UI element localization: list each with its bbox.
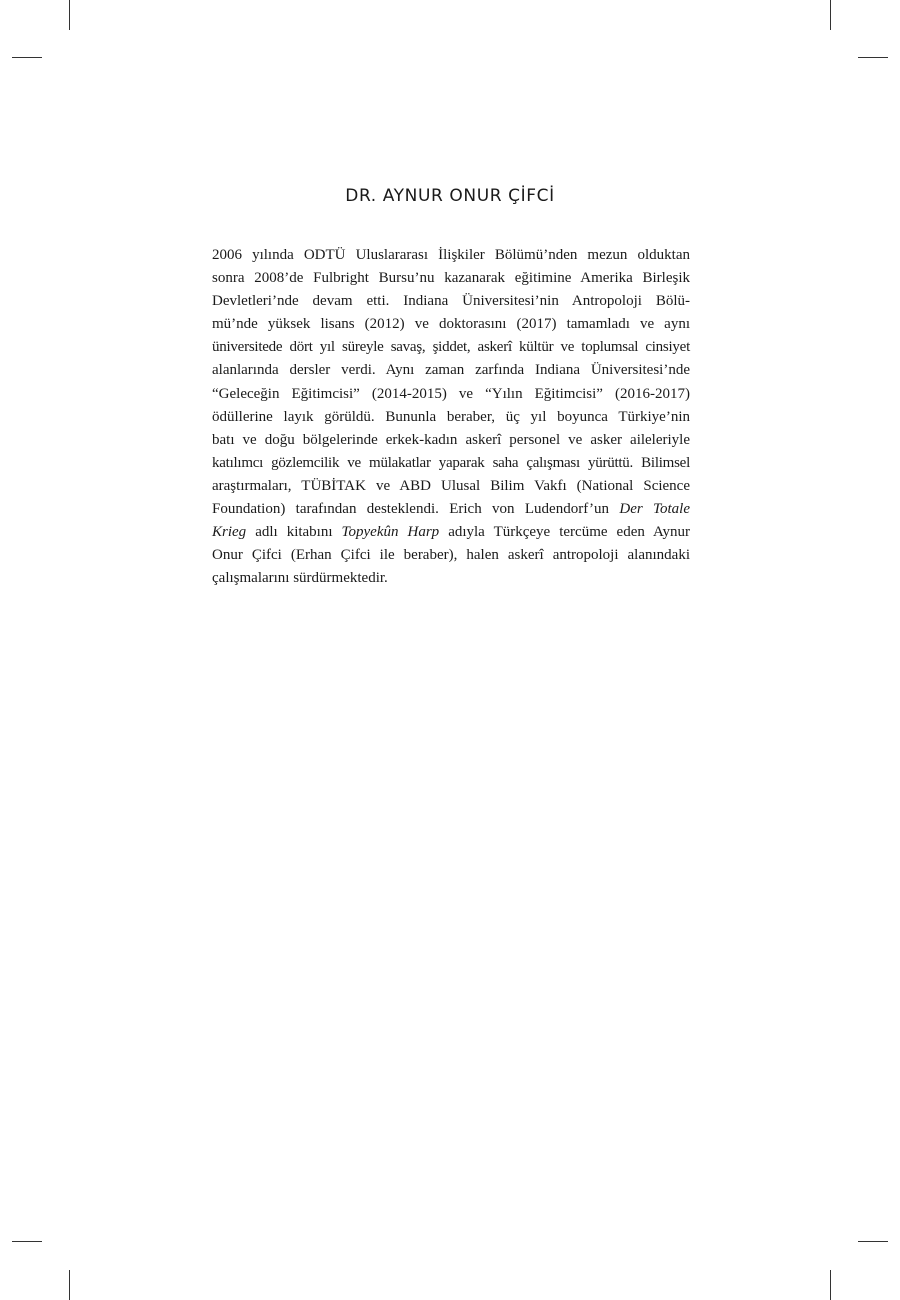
bio-text: adlı kitabını	[255, 524, 333, 541]
author-title: DR. AYNUR ONUR ÇİFCİ	[345, 186, 555, 206]
bio-line: mü’nde yüksek lisans (2012) ve doktorasını (2017) tamamladı ve aynı	[212, 316, 690, 333]
bio-line: araştırmaları, TÜBİTAK ve ABD Ulusal Bilim Vakfı (National Science	[212, 477, 690, 494]
crop-mark-top-left-vertical	[69, 0, 70, 30]
crop-mark-bottom-left-horizontal	[12, 1241, 42, 1242]
crop-mark-top-right-horizontal	[858, 57, 888, 58]
bio-line: “Geleceğin Eğitimcisi” (2014-2015) ve “Yılın Eğitimcisi” (2016-2017)	[212, 385, 690, 402]
crop-mark-bottom-right-vertical	[830, 1270, 831, 1300]
author-bio	[212, 244, 690, 590]
bio-text: adıyla Türkçeye tercüme eden Aynur	[448, 524, 690, 541]
bio-line: sonra 2008’de Fulbright Bursu’nu kazanarak eğitimine Amerika Birleşik	[212, 270, 690, 287]
book-title-topyekun-harp: Topyekûn Harp	[341, 524, 440, 541]
bio-line: Devletleri’nde devam etti. Indiana Üniversitesi’nin Antropoloji Bölü-	[212, 293, 690, 310]
crop-mark-top-left-horizontal	[12, 57, 42, 58]
bio-line: alanlarında dersler verdi. Aynı zaman zarfında Indiana Üniversitesi’nde	[212, 362, 690, 379]
crop-mark-bottom-left-vertical	[69, 1270, 70, 1300]
bio-line: 2006 yılında ODTÜ Uluslararası İlişkiler Bölümü’nden mezun olduktan	[212, 247, 690, 263]
book-title-der-totale-krieg-cont: Krieg	[212, 524, 247, 541]
bio-line: üniversitede dört yıl süreyle savaş, şiddet, askerî kültür ve toplumsal cinsiyet	[212, 339, 690, 356]
bio-line: batı ve doğu bölgelerinde erkek-kadın askerî personel ve asker aileleriyle	[212, 431, 690, 448]
bio-line	[212, 521, 690, 544]
crop-mark-top-right-vertical	[830, 0, 831, 30]
crop-mark-bottom-right-horizontal	[858, 1241, 888, 1242]
book-title-der-totale-krieg: Der Totale	[619, 501, 690, 518]
bio-line	[212, 498, 690, 521]
bio-text: Foundation) tarafından desteklendi. Erich von Ludendorf’un	[212, 501, 610, 518]
bio-line: katılımcı gözlemcilik ve mülakatlar yaparak saha çalışması yürüttü. Bilimsel	[212, 454, 690, 471]
bio-line: ödüllerine layık görüldü. Bununla beraber, üç yıl boyunca Türkiye’nin	[212, 408, 690, 425]
bio-line: çalışmalarını sürdürmektedir.	[212, 570, 388, 587]
bio-line: Onur Çifci (Erhan Çifci ile beraber), halen askerî antropoloji alanındaki	[212, 547, 690, 564]
